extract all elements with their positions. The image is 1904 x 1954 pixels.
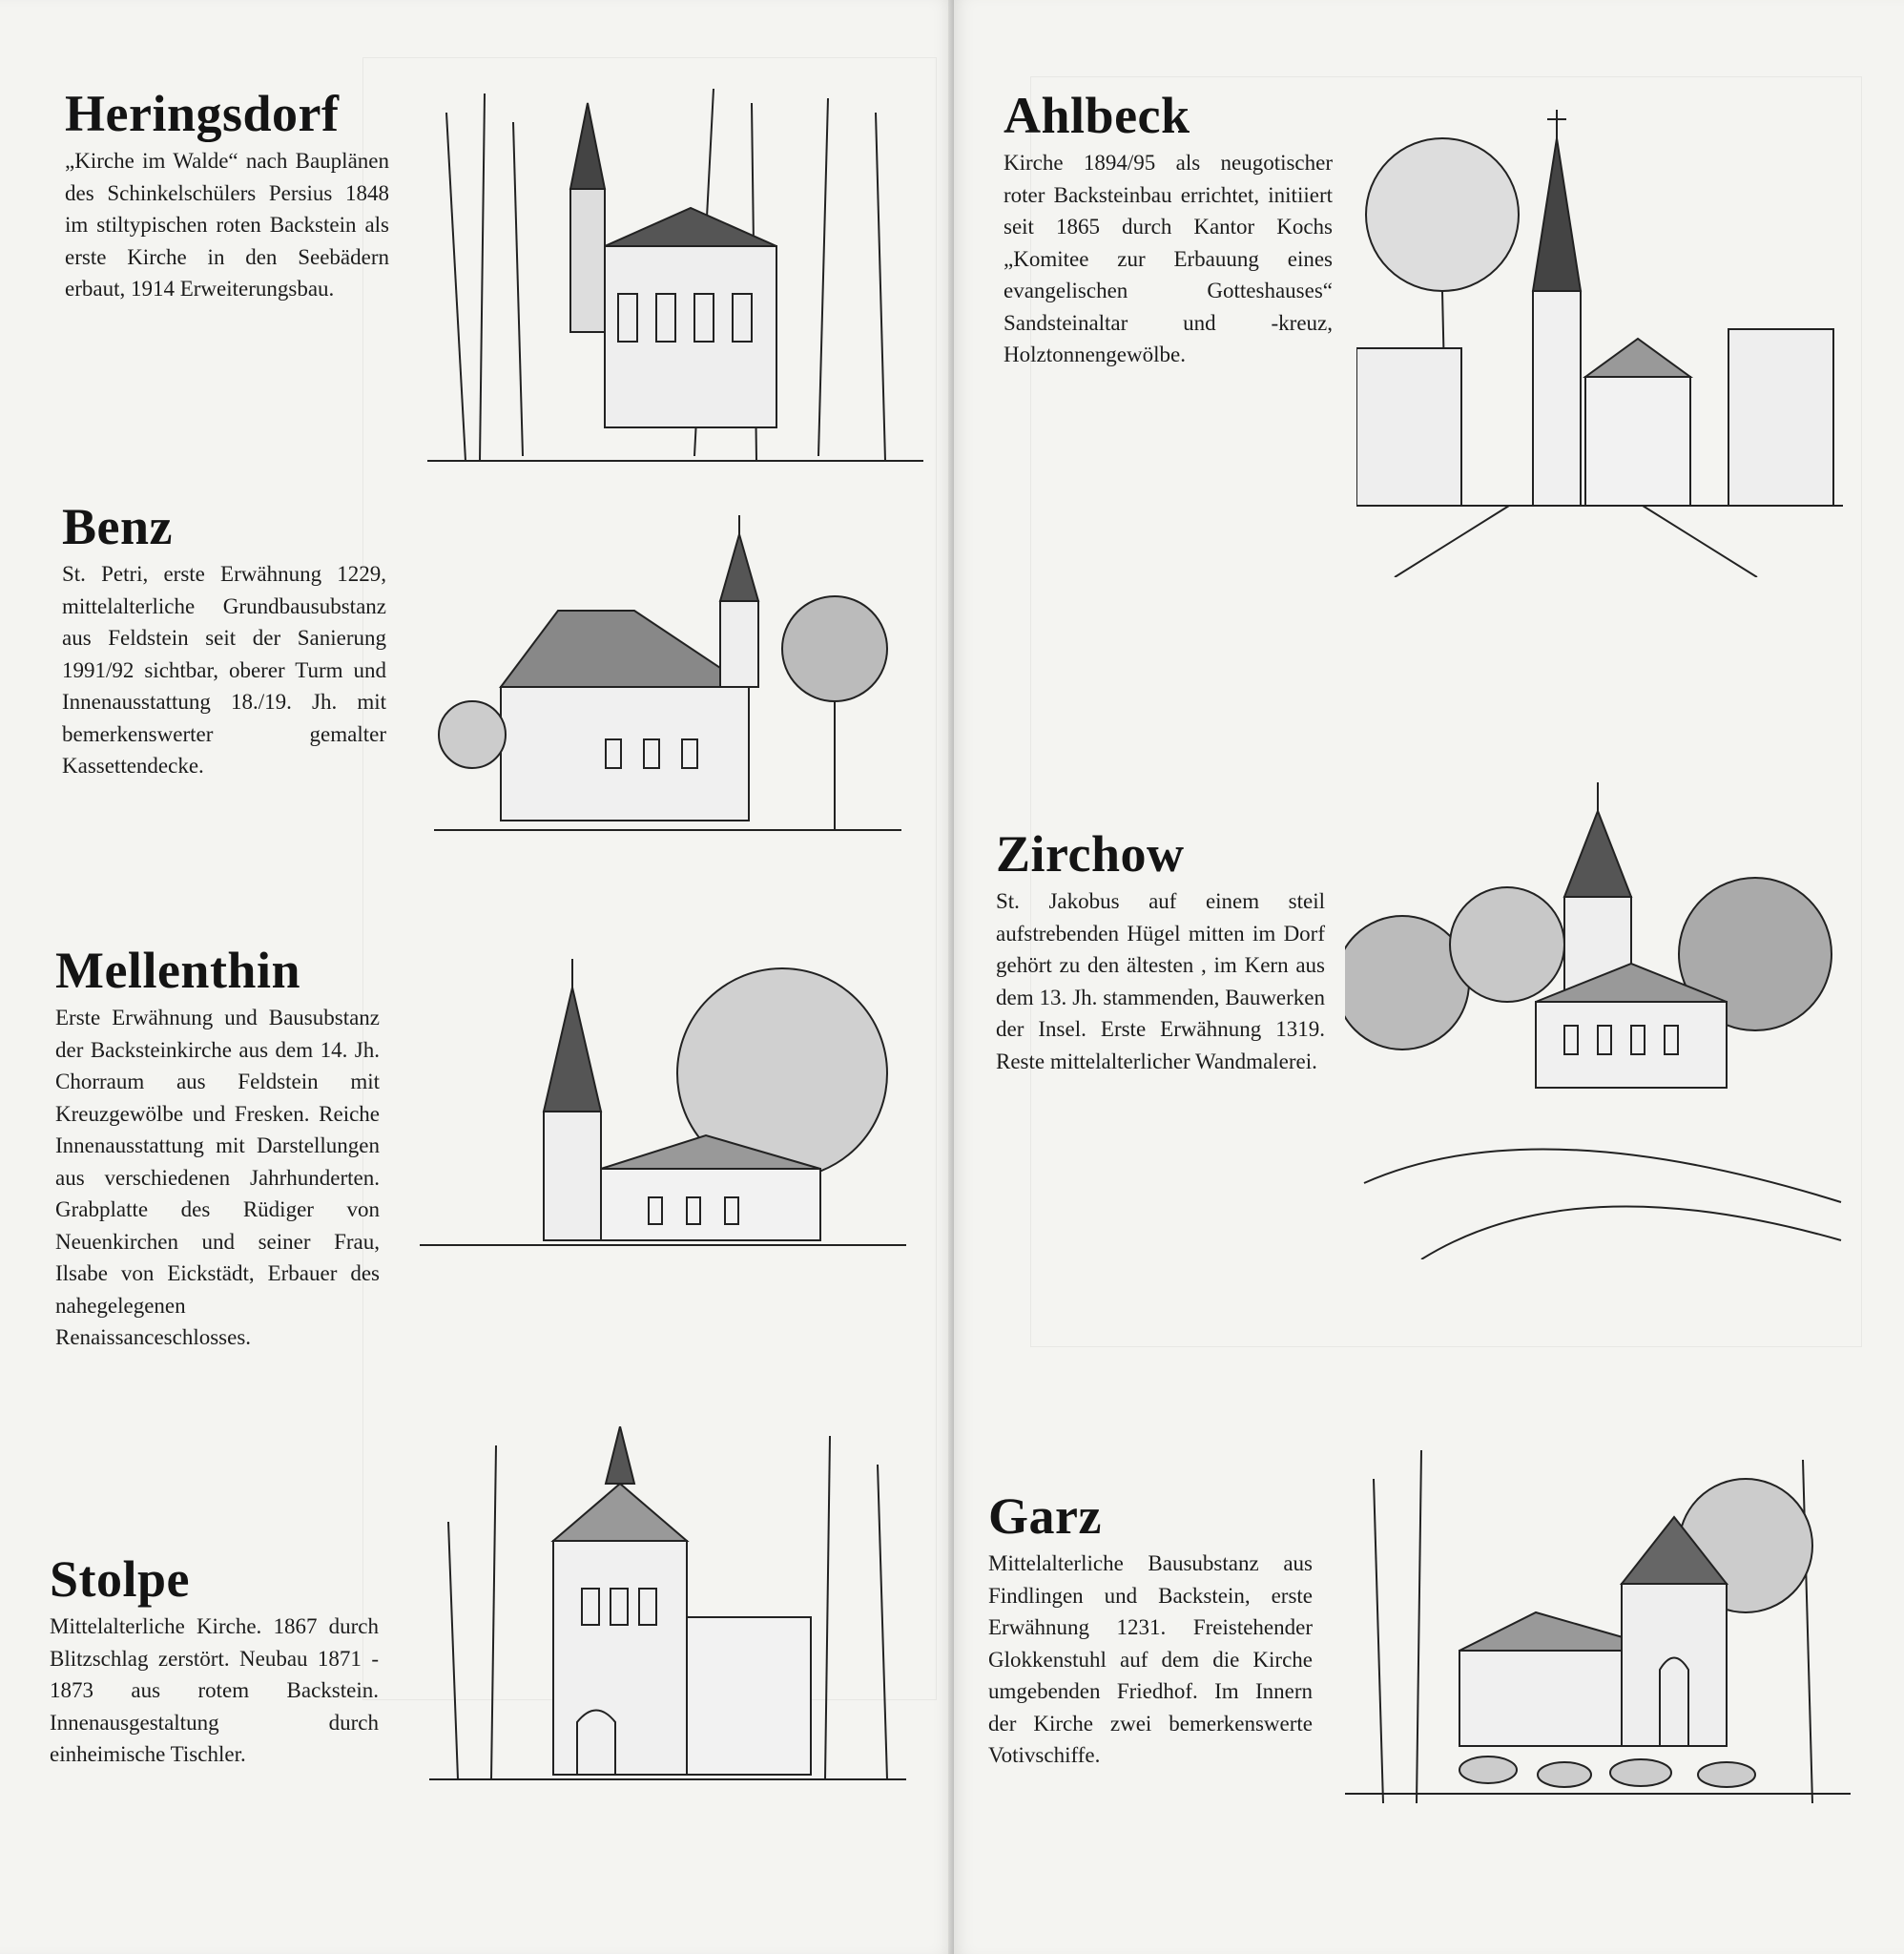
entry-title: Benz [62, 498, 173, 555]
entry-ahlbeck [1004, 87, 1333, 371]
entry-zirchow [996, 825, 1325, 1077]
entry-title: Stolpe [50, 1550, 191, 1608]
garz-church-sketch [1345, 1441, 1851, 1822]
entry-title: Zirchow [996, 825, 1185, 883]
ahlbeck-church-sketch [1356, 100, 1843, 577]
entry-garz [988, 1487, 1313, 1772]
right-page [954, 0, 1904, 1954]
entry-text: St. Petri, erste Erwähnung 1229, mittelalterliche Grundbausubstanz aus Feldstein seit der Sanierung 1991/92 sichtbar, oberer Turm und Innenausstattung 18./19. Jh. mit bemerkenswerter gemalter Kassettendecke. [62, 562, 386, 778]
entry-text: Mittelalterliche Kirche. 1867 durch Blitzschlag zerstört. Neubau 1871 - 1873 aus rotem Backstein. Innenausgestaltung durch einheimische Tischler. [50, 1614, 379, 1766]
entry-stolpe [50, 1550, 379, 1771]
entry-text: St. Jakobus auf einem steil aufstrebenden Hügel mitten im Dorf gehört zu den ältesten , im Kern aus dem 13. Jh. stammenden, Bauwerken der Insel. Erste Erwähnung 1319. Reste mittelalterlicher Wandmalerei. [996, 889, 1325, 1073]
entry-text: „Kirche im Walde“ nach Bauplänen des Schinkelschülers Persius 1848 im stiltypischen roten Backstein als erste Kirche in den Seebädern erbaut, 1914 Erweiterungsbau. [65, 149, 389, 301]
entry-title: Heringsdorf [65, 85, 340, 142]
heringsdorf-church-sketch [427, 84, 923, 475]
entry-title: Mellenthin [55, 942, 300, 999]
entry-title: Garz [988, 1487, 1102, 1545]
entry-title: Ahlbeck [1004, 87, 1190, 144]
entry-heringsdorf [65, 85, 389, 305]
entry-mellenthin [55, 942, 380, 1354]
zirchow-church-sketch [1345, 763, 1851, 1259]
entry-text: Erste Erwähnung und Bausubstanz der Backsteinkirche aus dem 14. Jh. Chorraum aus Feldstein mit Kreuzgewölbe und Fresken. Reiche Innenausstattung mit Darstellungen aus verschiedenen Jahrhunderten. Grabplatte des Rüdiger von Neuenkirchen und seiner Frau, Ilsabe von Eickstädt, Erbauer des nahegelegenen Renaissanceschlosses. [55, 1006, 380, 1349]
benz-church-sketch [434, 515, 901, 868]
entry-text: Mittelalterliche Bausubstanz aus Findlingen und Backstein, erste Erwähnung 1231. Freistehender Glokkenstuhl auf dem die Kirche umgebenden Friedhof. Im Innern der Kirche zwei bemerkenswerte Votivschiffe. [988, 1551, 1313, 1767]
entry-text: Kirche 1894/95 als neugotischer roter Backsteinbau errichtet, initiiert seit 1865 durch Kantor Kochs „Komitee zur Erbauung eines evangelischen Gotteshauses“ Sandsteinaltar und -kreuz, Holztonnengewölbe. [1004, 151, 1333, 366]
entry-benz [62, 498, 386, 782]
stolpe-church-sketch [429, 1426, 906, 1798]
mellenthin-church-sketch [420, 949, 906, 1331]
